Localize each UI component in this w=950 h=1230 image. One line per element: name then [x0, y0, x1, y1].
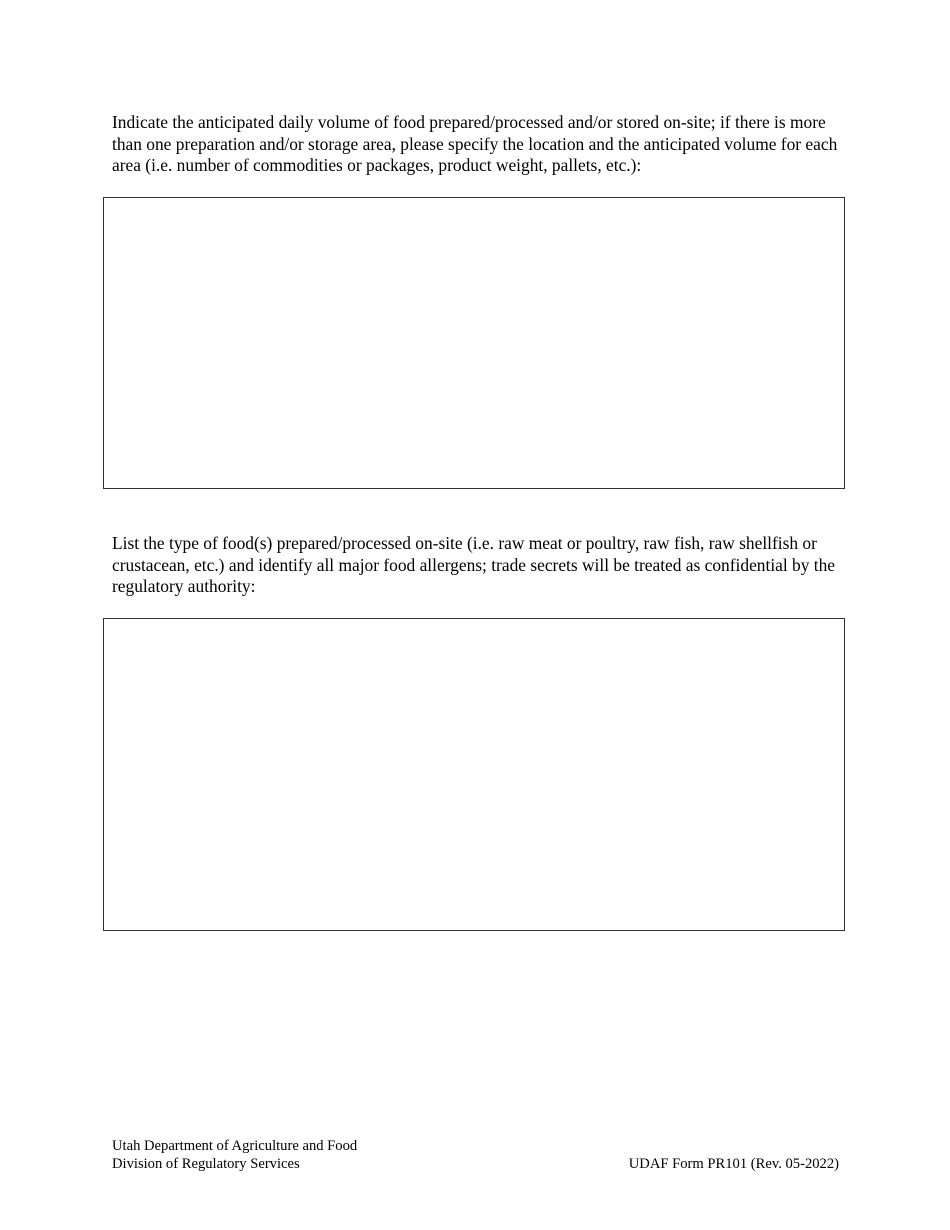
- food-types-allergens-answer-field[interactable]: [103, 618, 845, 931]
- daily-volume-answer-field[interactable]: [103, 197, 845, 489]
- daily-volume-question: Indicate the anticipated daily volume of food prepared/processed and/or stored on-site; if there is more than one preparation and/or storage area, please specify the location and the anticipated volume for each area (i.e. number of commodities or packages, product weight, pallets, etc.):: [112, 112, 838, 175]
- footer-organization: [112, 1137, 357, 1173]
- food-types-allergens-question: List the type of food(s) prepared/processed on-site (i.e. raw meat or poultry, raw fish, raw shellfish or crustacean, etc.) and identify all major food allergens; trade secrets will be treated as confidential by the regulatory authority:: [112, 533, 836, 596]
- footer-division: Division of Regulatory Services: [112, 1156, 300, 1172]
- footer-form-id: UDAF Form PR101 (Rev. 05-2022): [628, 1156, 839, 1172]
- footer-department: Utah Department of Agriculture and Food: [112, 1138, 358, 1154]
